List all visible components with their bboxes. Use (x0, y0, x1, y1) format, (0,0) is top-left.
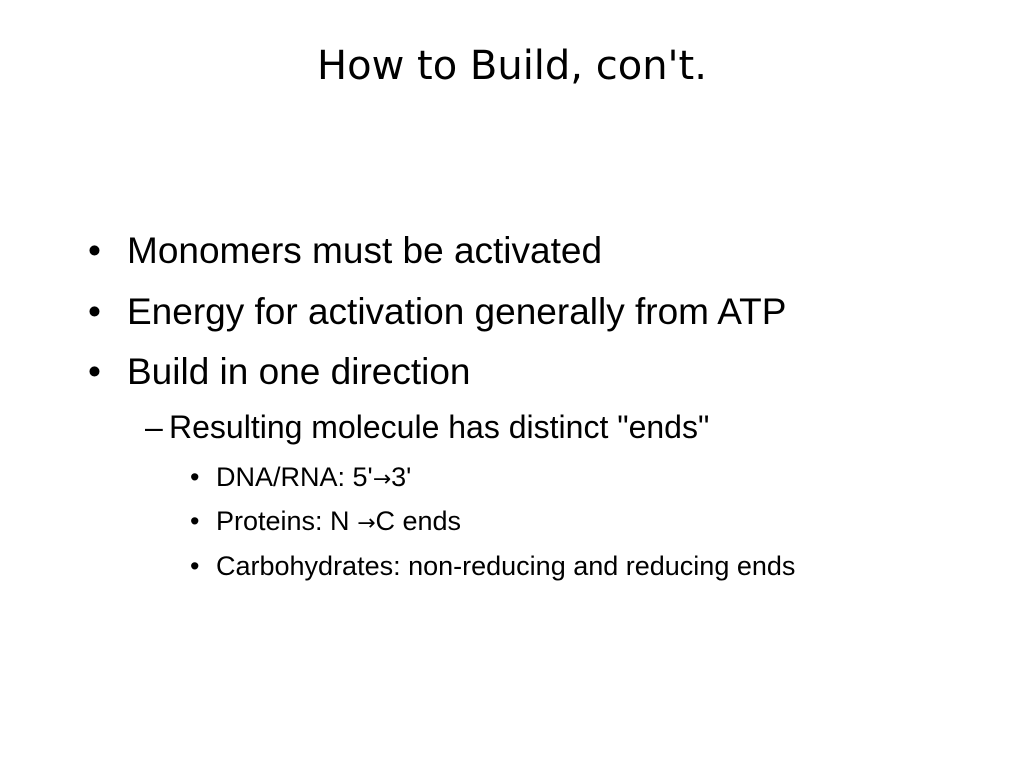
dna-prefix: DNA/RNA: 5' (216, 462, 373, 492)
sub-bullet-text: Resulting molecule has distinct "ends" (169, 409, 710, 445)
sub-sub-bullet-item-dna (0, 459, 1024, 495)
sub-sub-bullet-item-carbohydrates (0, 548, 1024, 620)
slide-title: How to Build, con't. (317, 43, 707, 89)
dash-icon: – (145, 409, 163, 445)
right-arrow-icon: → (372, 467, 392, 492)
protein-suffix: C ends (375, 506, 462, 536)
bullet-item-energy (0, 290, 1024, 334)
sub-bullet-item-ends (0, 408, 1024, 446)
bullet-icon: • (88, 291, 101, 332)
sub-sub-bullet-text (216, 459, 411, 498)
bullet-icon: • (190, 551, 200, 581)
bullet-text: Energy for activation generally from ATP (127, 291, 787, 332)
bullet-text: Build in one direction (127, 351, 471, 392)
dna-suffix: 3' (391, 462, 412, 492)
bullet-icon: • (88, 351, 101, 392)
bullet-icon: • (190, 462, 200, 492)
bullet-item-direction (0, 350, 1024, 394)
sub-sub-bullet-text (216, 503, 461, 542)
bullet-text: Monomers must be activated (127, 230, 603, 271)
bullet-item-monomers (0, 229, 1024, 273)
bullet-icon: • (88, 230, 101, 271)
sub-sub-bullet-item-proteins (0, 503, 1024, 539)
right-arrow-icon: → (357, 511, 376, 536)
protein-prefix: Proteins: N (216, 506, 358, 536)
sub-sub-bullet-text: Carbohydrates: non-reducing and reducing ends (216, 551, 796, 581)
bullet-icon: • (190, 506, 200, 536)
